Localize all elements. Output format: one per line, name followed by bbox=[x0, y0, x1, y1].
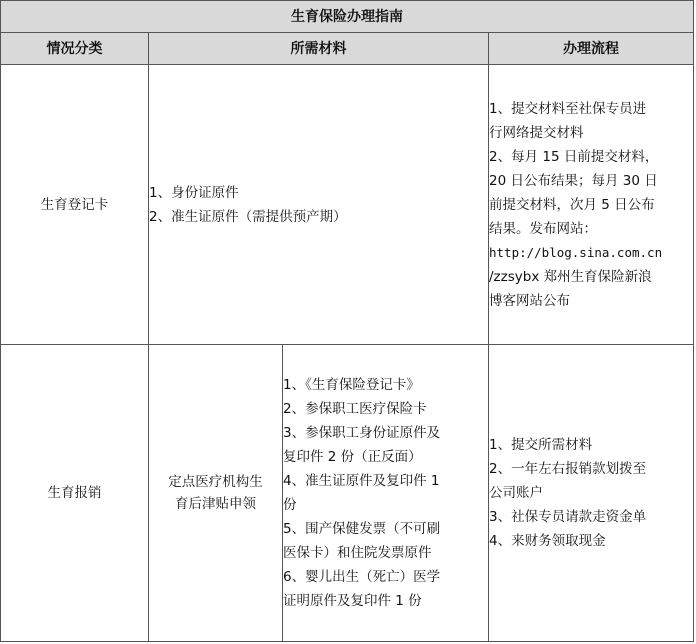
process-line: http://blog.sina.com.cn bbox=[489, 244, 663, 260]
process-line: 1、提交材料至社保专员进 bbox=[489, 100, 647, 117]
sub-category-line: 定点医疗机构生 bbox=[168, 474, 263, 490]
process-line: 结果。发布网站： bbox=[489, 220, 597, 237]
category-cell: 生育报销 bbox=[1, 345, 149, 642]
header-materials: 所需材料 bbox=[149, 33, 489, 65]
process-line: 1、提交所需材料 bbox=[489, 437, 593, 453]
material-item: 5、围产保健发票（不可刷 bbox=[283, 521, 441, 537]
process-cell bbox=[489, 65, 694, 345]
process-line: 4、来财务领取现金 bbox=[489, 533, 606, 549]
materials-cell bbox=[149, 65, 489, 345]
process-line: 3、社保专员请款走资金单 bbox=[489, 509, 647, 525]
material-item: 6、婴儿出生（死亡）医学 bbox=[283, 569, 441, 585]
table-title: 生育保险办理指南 bbox=[1, 1, 694, 33]
material-item: 3、参保职工身份证原件及 bbox=[283, 425, 441, 441]
process-line: 博客网站公布 bbox=[489, 292, 570, 309]
header-row bbox=[1, 33, 694, 65]
material-item: 医保卡）和住院发票原件 bbox=[283, 545, 432, 561]
header-category: 情况分类 bbox=[1, 33, 149, 65]
material-item: 1、《生育保险登记卡》 bbox=[283, 377, 420, 393]
process-line: 行网络提交材料 bbox=[489, 124, 584, 141]
material-item: 证明原件及复印件 1 份 bbox=[283, 593, 422, 609]
material-item: 2、参保职工医疗保险卡 bbox=[283, 401, 427, 417]
header-process: 办理流程 bbox=[489, 33, 694, 65]
process-line: 20 日公布结果；每月 30 日 bbox=[489, 172, 658, 189]
material-item: 复印件 2 份（正反面） bbox=[283, 449, 422, 465]
materials-cell bbox=[283, 345, 489, 642]
material-item: 份 bbox=[283, 497, 297, 513]
process-line: 前提交材料，次月 5 日公布 bbox=[489, 196, 655, 213]
title-row bbox=[1, 1, 694, 33]
process-line: 公司账户 bbox=[489, 485, 543, 501]
material-item: 2、准生证原件（需提供预产期） bbox=[149, 208, 347, 225]
table-row bbox=[1, 345, 694, 642]
sub-category-cell bbox=[149, 345, 283, 642]
process-line: 2、每月 15 日前提交材料， bbox=[489, 148, 659, 165]
material-item: 4、准生证原件及复印件 1 bbox=[283, 473, 440, 489]
process-line: 2、一年左右报销款划拨至 bbox=[489, 461, 647, 477]
table-row bbox=[1, 65, 694, 345]
material-item: 1、身份证原件 bbox=[149, 184, 239, 201]
process-line: /zzsybx 郑州生育保险新浪 bbox=[489, 268, 652, 285]
sub-category-line: 育后津贴申领 bbox=[175, 496, 256, 512]
process-cell bbox=[489, 345, 694, 642]
category-cell: 生育登记卡 bbox=[1, 65, 149, 345]
